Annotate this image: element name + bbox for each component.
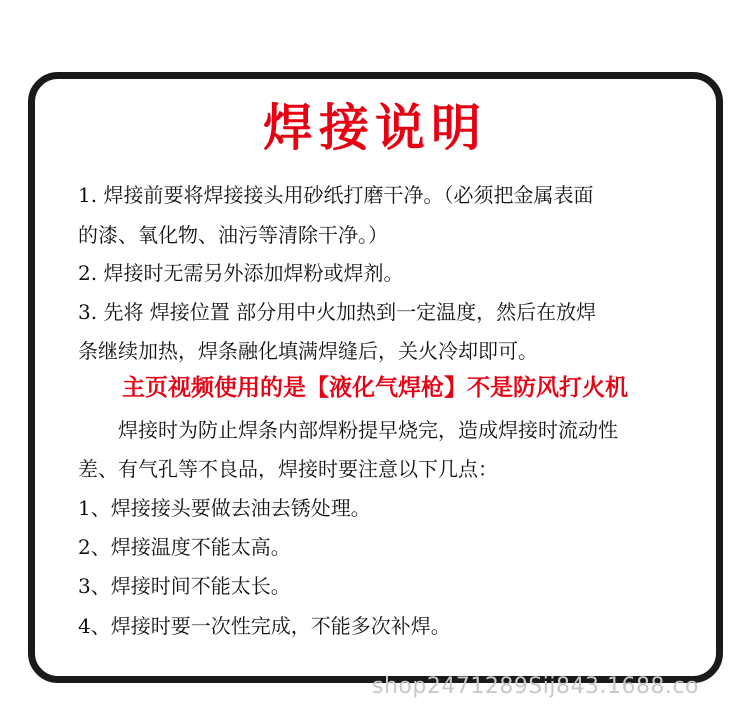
step-3-line-1: 3. 先将 焊接位置 部分用中火加热到一定温度，然后在放焊 — [78, 300, 597, 324]
step-1-line-2: 的漆、氧化物、油污等清除干净。） — [78, 223, 388, 247]
point-1: 1、焊接接头要做去油去锈处理。 — [78, 496, 371, 520]
point-4: 4、焊接时要一次性完成，不能多次补焊。 — [78, 614, 451, 638]
point-3: 3、焊接时间不能太长。 — [78, 574, 291, 598]
intro-line-2: 差、有气孔等不良品，焊接时要注意以下几点： — [78, 457, 498, 481]
highlight-notice: 主页视频使用的是【液化气焊枪】不是防风打火机 — [122, 375, 628, 401]
step-3-line-2: 条继续加热，焊条融化填满焊缝后，关火冷却即可。 — [78, 339, 538, 363]
page-title: 焊接说明 — [263, 99, 487, 157]
intro-line-1: 焊接时为防止焊条内部焊粉提早烧完，造成焊接时流动性 — [118, 418, 618, 442]
step-1-line-1: 1. 焊接前要将焊接接头用砂纸打磨干净。（必须把金属表面 — [78, 183, 594, 207]
step-2: 2. 焊接时无需另外添加焊粉或焊剂。 — [78, 261, 404, 285]
shop-watermark: shop2471289Sij843.1688.co — [372, 674, 700, 699]
point-2: 2、焊接温度不能太高。 — [78, 535, 291, 559]
